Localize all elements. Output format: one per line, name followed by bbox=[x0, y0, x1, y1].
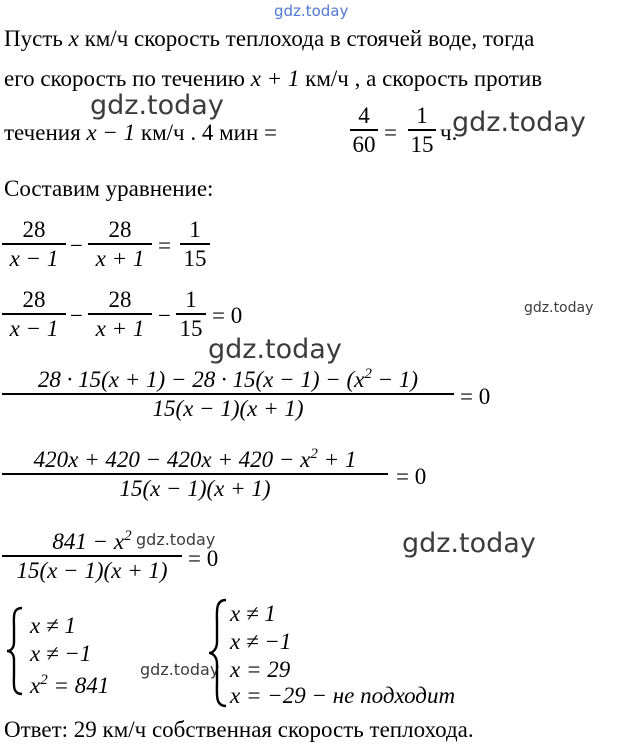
numerator bbox=[34, 446, 357, 473]
denominator: 60 bbox=[352, 131, 376, 157]
expression: x + 1 bbox=[250, 66, 300, 91]
fraction bbox=[2, 366, 454, 422]
unit-label: ч. bbox=[440, 120, 458, 145]
numerator-text: − 1) bbox=[371, 367, 419, 392]
equals-zero: = 0 bbox=[460, 384, 491, 409]
exponent: 2 bbox=[310, 446, 318, 462]
denominator: x − 1 bbox=[9, 315, 59, 341]
system-condition: x = 29 bbox=[230, 657, 291, 682]
answer-line: Ответ: 29 км/ч собственная скорость теплохода. bbox=[4, 717, 474, 742]
fraction bbox=[408, 102, 436, 158]
watermark: gdz.today bbox=[452, 107, 586, 138]
watermark: gdz.today bbox=[90, 90, 224, 121]
system-condition: x = −29 − не подходит bbox=[230, 683, 456, 708]
fraction bbox=[350, 102, 378, 158]
system-condition bbox=[30, 674, 109, 698]
fraction bbox=[2, 528, 182, 584]
denominator: 15 bbox=[179, 315, 203, 341]
expression: x − 1 bbox=[86, 120, 136, 145]
condition-text: x bbox=[30, 673, 41, 698]
numerator: 28 bbox=[108, 217, 132, 242]
equals-sign: = bbox=[384, 120, 397, 145]
numerator: 28 bbox=[22, 217, 46, 242]
intro-text: км/ч скорость теплохода в стоячей воде, тогда bbox=[78, 26, 535, 51]
left-brace-icon bbox=[206, 598, 230, 708]
numerator bbox=[52, 528, 131, 555]
intro-text: км/ч . 4 мин = bbox=[135, 120, 277, 145]
denominator: 15(x − 1)(x + 1) bbox=[119, 475, 271, 501]
intro-text: течения bbox=[4, 120, 87, 145]
numerator: 1 bbox=[189, 217, 201, 242]
equals-sign: = bbox=[158, 233, 171, 258]
numerator: 4 bbox=[358, 103, 370, 128]
section-heading: Составим уравнение: bbox=[4, 176, 214, 201]
denominator: 15(x − 1)(x + 1) bbox=[152, 395, 304, 421]
minus-sign: − bbox=[70, 303, 83, 328]
fraction bbox=[88, 286, 152, 342]
system-condition: x ≠ −1 bbox=[30, 641, 92, 666]
denominator: 15 bbox=[410, 131, 434, 157]
exponent: 2 bbox=[364, 366, 372, 382]
fraction bbox=[2, 286, 66, 342]
minus-sign: − bbox=[70, 233, 83, 258]
variable-x: x bbox=[68, 26, 79, 51]
fraction bbox=[180, 216, 210, 272]
intro-text: км/ч , а скорость против bbox=[299, 66, 543, 91]
watermark: gdz.today bbox=[208, 334, 342, 365]
numerator-text: 841 − x bbox=[52, 529, 125, 554]
equals-zero: = 0 bbox=[396, 464, 427, 489]
denominator: x + 1 bbox=[95, 245, 145, 271]
condition-text: = 841 bbox=[47, 673, 110, 698]
intro-text: его скорость по течению bbox=[4, 66, 251, 91]
watermark: gdz.today bbox=[140, 660, 220, 679]
numerator-text: 28 · 15(x + 1) − 28 · 15(x − 1) − (x bbox=[37, 367, 365, 392]
denominator: x + 1 bbox=[95, 315, 145, 341]
watermark-top: gdz.today bbox=[274, 2, 349, 20]
intro-text: Пусть bbox=[4, 26, 69, 51]
left-brace-icon bbox=[4, 606, 26, 696]
system-condition: x ≠ 1 bbox=[30, 613, 76, 638]
equals-zero: = 0 bbox=[188, 546, 219, 571]
intro-line-2 bbox=[4, 65, 542, 93]
system-condition: x ≠ −1 bbox=[230, 629, 292, 654]
numerator-text: 420x + 420 − 420x + 420 − x bbox=[33, 447, 311, 472]
intro-line-1 bbox=[4, 25, 534, 53]
watermark: gdz.today bbox=[402, 528, 536, 559]
fraction bbox=[2, 446, 388, 502]
intro-line-3 bbox=[4, 119, 277, 147]
fraction bbox=[176, 286, 206, 342]
fraction bbox=[2, 216, 66, 272]
exponent: 2 bbox=[40, 672, 48, 688]
exponent: 2 bbox=[124, 528, 132, 544]
fraction bbox=[88, 216, 152, 272]
equals-zero: = 0 bbox=[212, 303, 243, 328]
watermark: gdz.today bbox=[524, 300, 594, 316]
numerator: 28 bbox=[108, 287, 132, 312]
numerator: 1 bbox=[185, 287, 197, 312]
denominator: 15(x − 1)(x + 1) bbox=[16, 557, 168, 583]
numerator-text: + 1 bbox=[317, 447, 357, 472]
numerator: 1 bbox=[416, 103, 428, 128]
system-condition: x ≠ 1 bbox=[230, 601, 276, 626]
numerator: 28 bbox=[22, 287, 46, 312]
watermark: gdz.today bbox=[136, 530, 216, 549]
numerator bbox=[38, 366, 418, 393]
denominator: 15 bbox=[183, 245, 207, 271]
denominator: x − 1 bbox=[9, 245, 59, 271]
minus-sign: − bbox=[158, 303, 171, 328]
